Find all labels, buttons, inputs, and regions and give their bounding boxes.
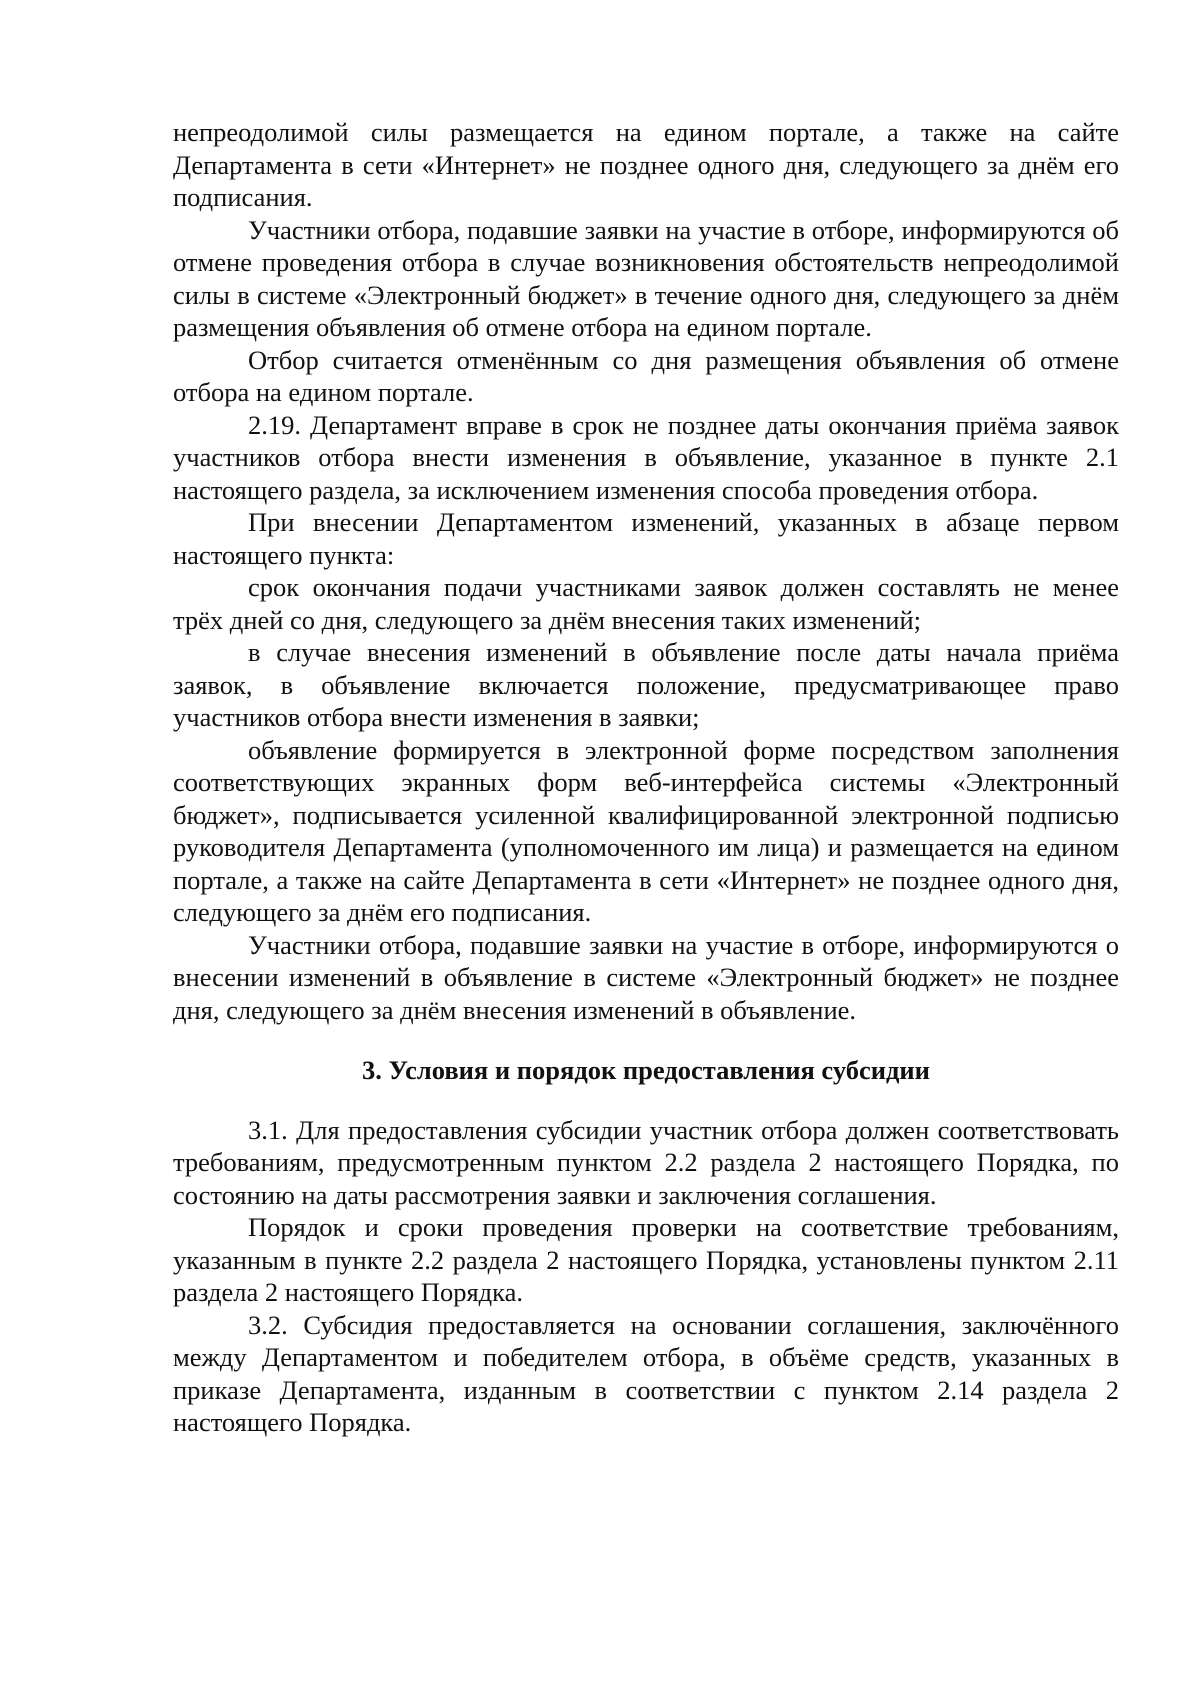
paragraph-participants-informed-cancellation: Участники отбора, подавшие заявки на участие в отборе, информируются об отмене проведения отбора в случае возникновения обстоятельств непреодолимой силы в системе «Электронный бюджет» в течение одного дня, следующего за днём размещения объявления об отмене отбора на едином портале. bbox=[173, 214, 1119, 342]
paragraph-changes-after-start: в случае внесения изменений в объявление после даты начала приёма заявок, в объявление включается положение, предусматривающее право участников отбора внести изменения в заявки; bbox=[173, 637, 1119, 732]
paragraph-selection-cancelled: Отбор считается отменённым со дня размещения объявления об отмене отбора на едином портале. bbox=[173, 344, 1119, 407]
paragraph-3-1: 3.1. Для предоставления субсидии участник отбора должен соответствовать требованиям, предусмотренным пунктом 2.2 раздела 2 настоящего Порядка, по состоянию на даты рассмотрения заявки и заключения соглашения. bbox=[173, 1114, 1119, 1210]
paragraph-verification-procedure: Порядок и сроки проведения проверки на соответствие требованиям, указанным в пункте 2.2 раздела 2 настоящего Порядка, установлены пунктом 2.11 раздела 2 настоящего Порядка. bbox=[173, 1212, 1119, 1307]
section-heading: 3. Условия и порядок предоставления субсидии bbox=[362, 1055, 930, 1085]
paragraph-force-majeure-publication: непреодолимой силы размещается на едином портале, а также на сайте Департамента в сети «Интернет» не позднее одного дня, следующего за днём его подписания. bbox=[173, 117, 1119, 212]
paragraph-participants-informed-changes: Участники отбора, подавшие заявки на участие в отборе, информируются о внесении изменений в объявление в системе «Электронный бюджет» не позднее дня, следующего за днём внесения изменений в объявление. bbox=[173, 929, 1119, 1025]
document-page bbox=[173, 116, 1119, 1439]
paragraph-electronic-form: объявление формируется в электронной форме посредством заполнения соответствующих экранных форм веб-интерфейса системы «Электронный бюджет», подписывается усиленной квалифицированной электронной подписью руководителя Департамента (уполномоченного им лица) и размещается на едином портале, а также на сайте Департамента в сети «Интернет» не позднее одного дня, следующего за днём его подписания. bbox=[173, 734, 1119, 927]
paragraph-2-19: 2.19. Департамент вправе в срок не позднее даты окончания приёма заявок участников отбора внести изменения в объявление, указанное в пункте 2.1 настоящего раздела, за исключением изменения способа проведения отбора. bbox=[173, 409, 1119, 505]
paragraph-3-2: 3.2. Субсидия предоставляется на основании соглашения, заключённого между Департаментом и победителем отбора, в объёме средств, указанных в приказе Департамента, изданным в соответствии с пунктом 2.14 раздела 2 настоящего Порядка. bbox=[173, 1309, 1119, 1437]
paragraph-changes-intro: При внесении Департаментом изменений, указанных в абзаце первом настоящего пункта: bbox=[173, 507, 1119, 570]
paragraph-deadline-extension: срок окончания подачи участниками заявок должен составлять не менее трёх дней со дня, следующего за днём внесения таких изменений; bbox=[173, 572, 1119, 635]
